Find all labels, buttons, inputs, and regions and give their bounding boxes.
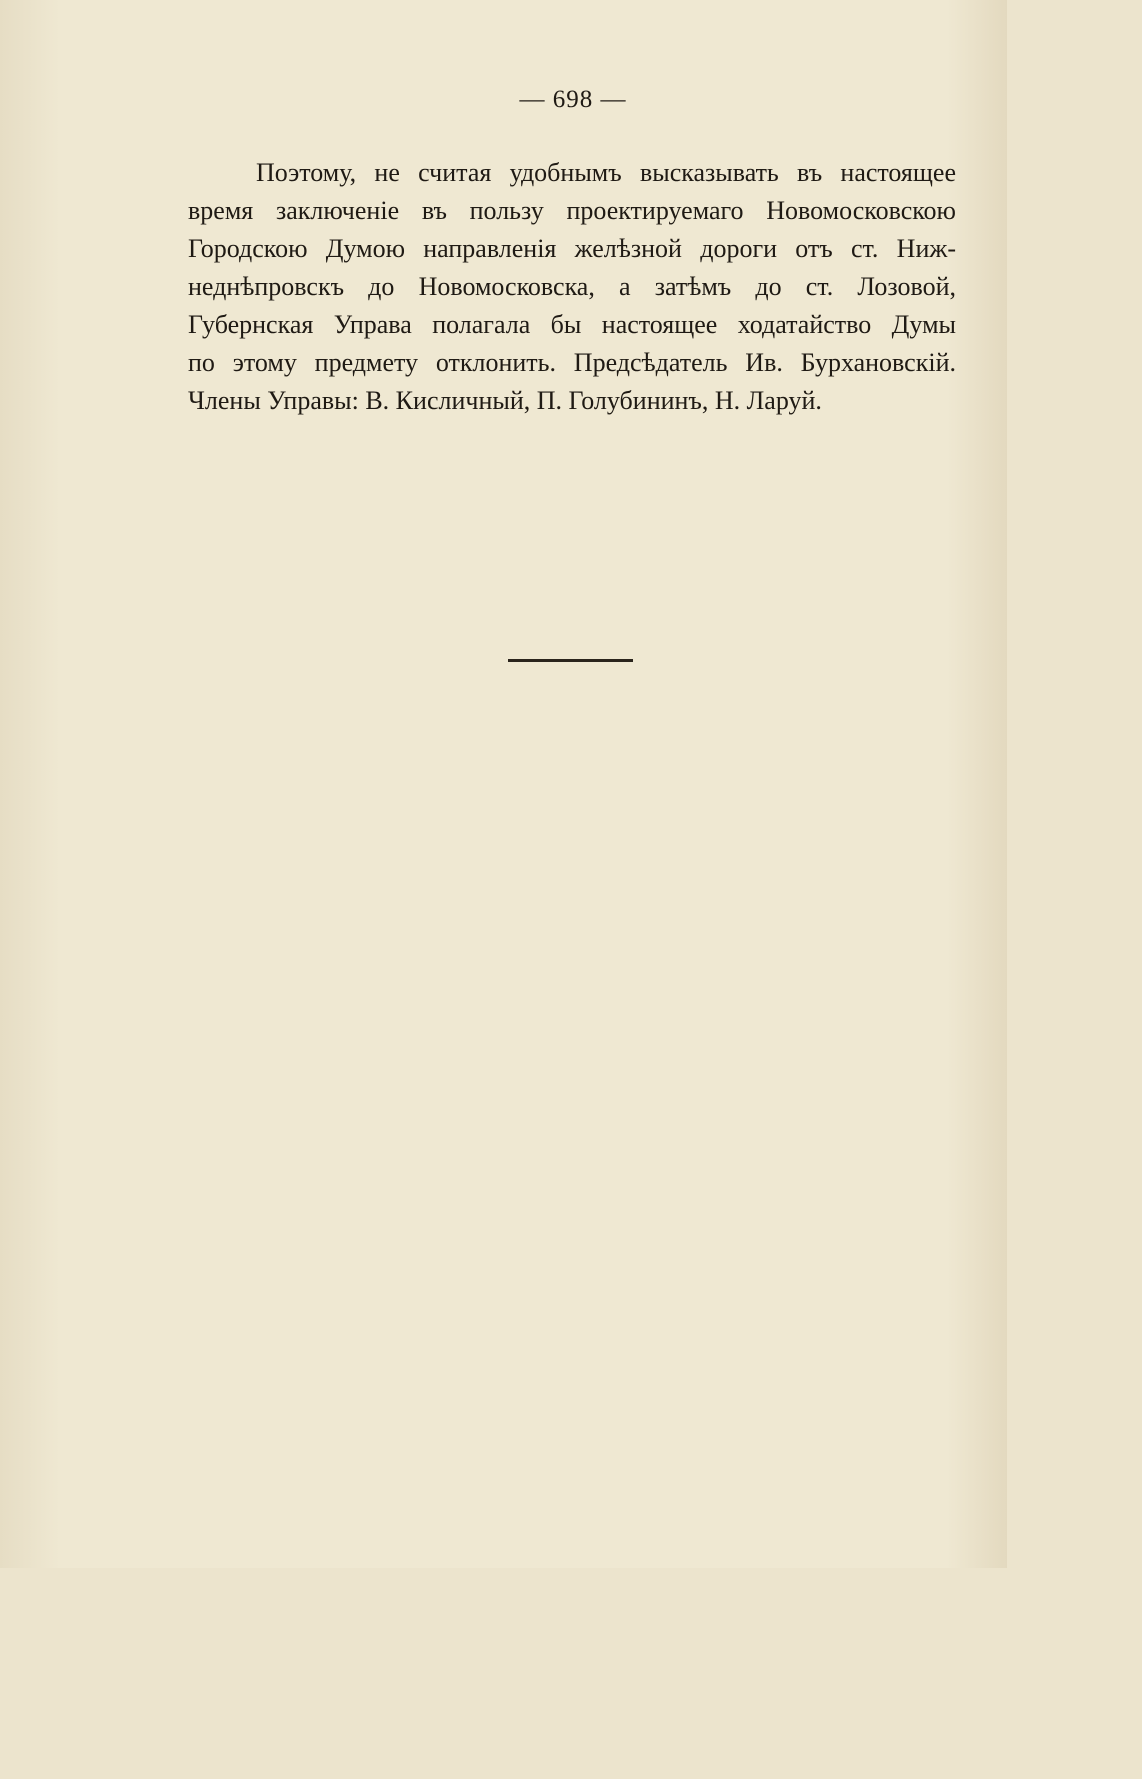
paragraph-line-text: Губернская Управа полагала бы настоящее ходатайство Думы <box>188 310 956 339</box>
page-number: — 698 — <box>519 86 627 113</box>
body-paragraph <box>188 154 956 420</box>
paragraph-line <box>188 230 956 268</box>
paragraph-line <box>188 268 956 306</box>
paragraph-line-text: Поэтому, не считая удобнымъ высказывать въ настоящее <box>256 158 956 187</box>
paragraph-line-text: Члены Управы: В. Кисличный, П. Голубининъ, Н. Ларуй. <box>188 386 822 415</box>
paragraph-line-text: Городскою Думою направленія желѣзной дороги отъ ст. Ниж- <box>188 234 956 263</box>
paragraph-line-text: неднѣпровскъ до Новомосковска, а затѣмъ до ст. Лозовой, <box>188 272 956 301</box>
paragraph-line <box>188 344 956 382</box>
paragraph-line <box>188 154 956 192</box>
paragraph-line-text: время заключеніе въ пользу проектируемаго Новомосковскою <box>188 196 956 225</box>
paragraph-line <box>188 192 956 230</box>
section-separator <box>508 659 633 662</box>
paragraph-line-text: по этому предмету отклонить. Предсѣдатель Ив. Бурхановскій. <box>188 348 956 377</box>
paragraph-line <box>188 306 956 344</box>
paragraph-line <box>188 382 956 420</box>
